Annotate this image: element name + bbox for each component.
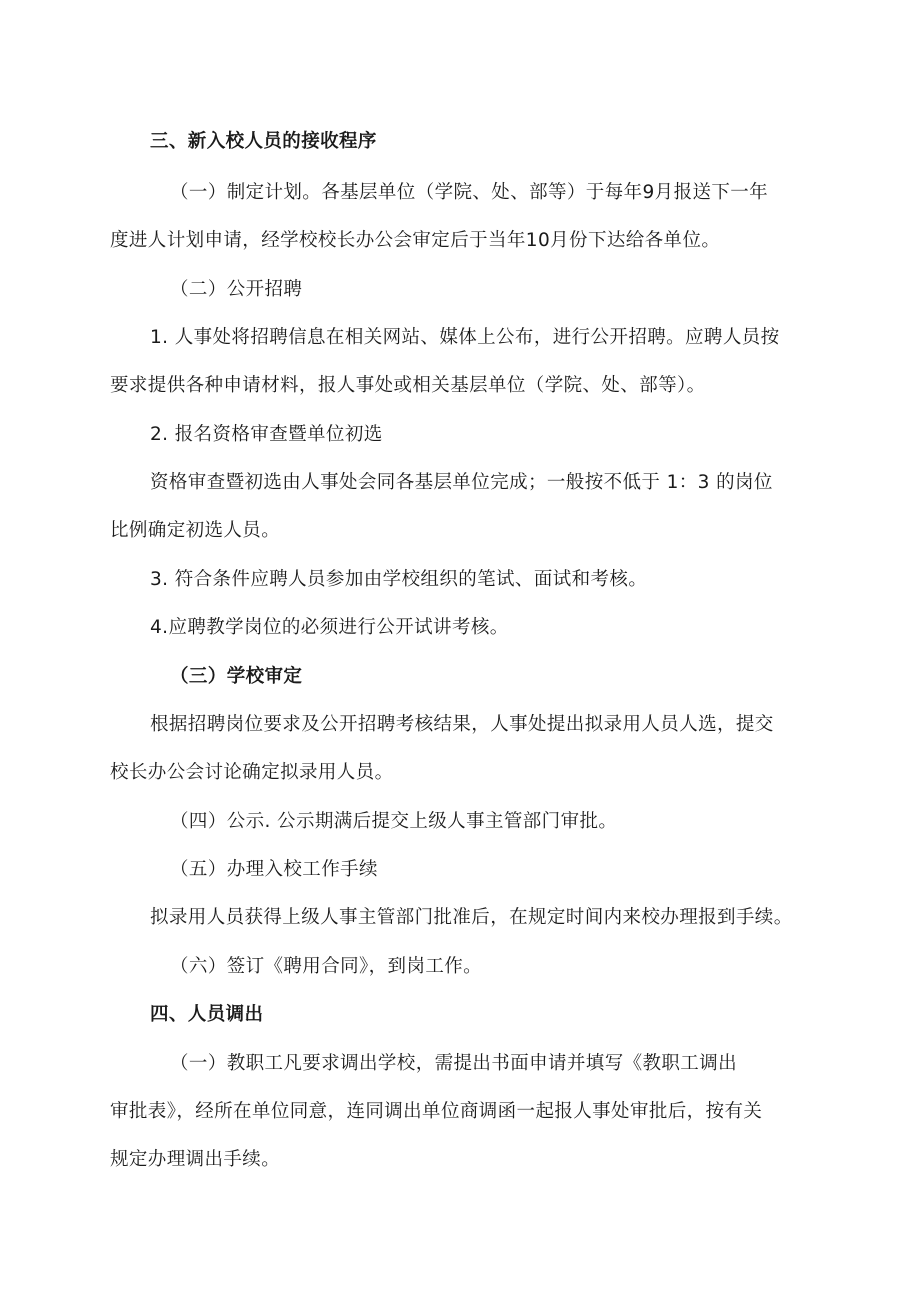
list-item: 3. 符合条件应聘人员参加由学校组织的笔试、面试和考核。 — [150, 569, 648, 590]
subsection-heading: （三）学校审定 — [170, 666, 303, 687]
list-item: 2. 报名资格审查暨单位初选 — [150, 424, 383, 445]
section-heading-4: 四、人员调出 — [150, 1004, 264, 1025]
paragraph-line: 根据招聘岗位要求及公开招聘考核结果，人事处提出拟录用人员人选，提交 — [150, 714, 774, 735]
paragraph-line: （一）制定计划。各基层单位（学院、处、部等）于每年9月报送下一年 — [170, 182, 769, 203]
subsection-heading: （四）公示. 公示期满后提交上级人事主管部门审批。 — [170, 811, 618, 832]
subsection-heading: （五）办理入校工作手续 — [170, 859, 378, 880]
paragraph-line: 比例确定初选人员。 — [110, 520, 281, 541]
paragraph-line: 校长办公会讨论确定拟录用人员。 — [110, 762, 394, 783]
paragraph-line: 拟录用人员获得上级人事主管部门批准后，在规定时间内来校办理报到手续。 — [150, 907, 793, 928]
paragraph-line: 规定办理调出手续。 — [110, 1149, 281, 1170]
paragraph-line: 度进人计划申请，经学校校长办公会审定后于当年10月份下达给各单位。 — [110, 230, 721, 251]
subsection-heading: （二）公开招聘 — [170, 279, 303, 300]
paragraph-line: 审批表》，经所在单位同意，连同调出单位商调函一起报人事处审批后，按有关 — [110, 1101, 763, 1122]
list-item: 4.应聘教学岗位的必须进行公开试讲考核。 — [150, 617, 509, 638]
paragraph-line: 资格审查暨初选由人事处会同各基层单位完成；一般按不低于 1：3 的岗位 — [150, 472, 773, 493]
section-heading-3: 三、新入校人员的接收程序 — [150, 131, 377, 152]
paragraph-line: （一）教职工凡要求调出学校，需提出书面申请并填写《教职工调出 — [170, 1053, 738, 1074]
paragraph-line: 要求提供各种申请材料，报人事处或相关基层单位（学院、处、部等）。 — [110, 375, 706, 396]
paragraph-line: 1. 人事处将招聘信息在相关网站、媒体上公布，进行公开招聘。应聘人员按 — [150, 327, 780, 348]
subsection-heading: （六）签订《聘用合同》，到岗工作。 — [170, 956, 483, 977]
